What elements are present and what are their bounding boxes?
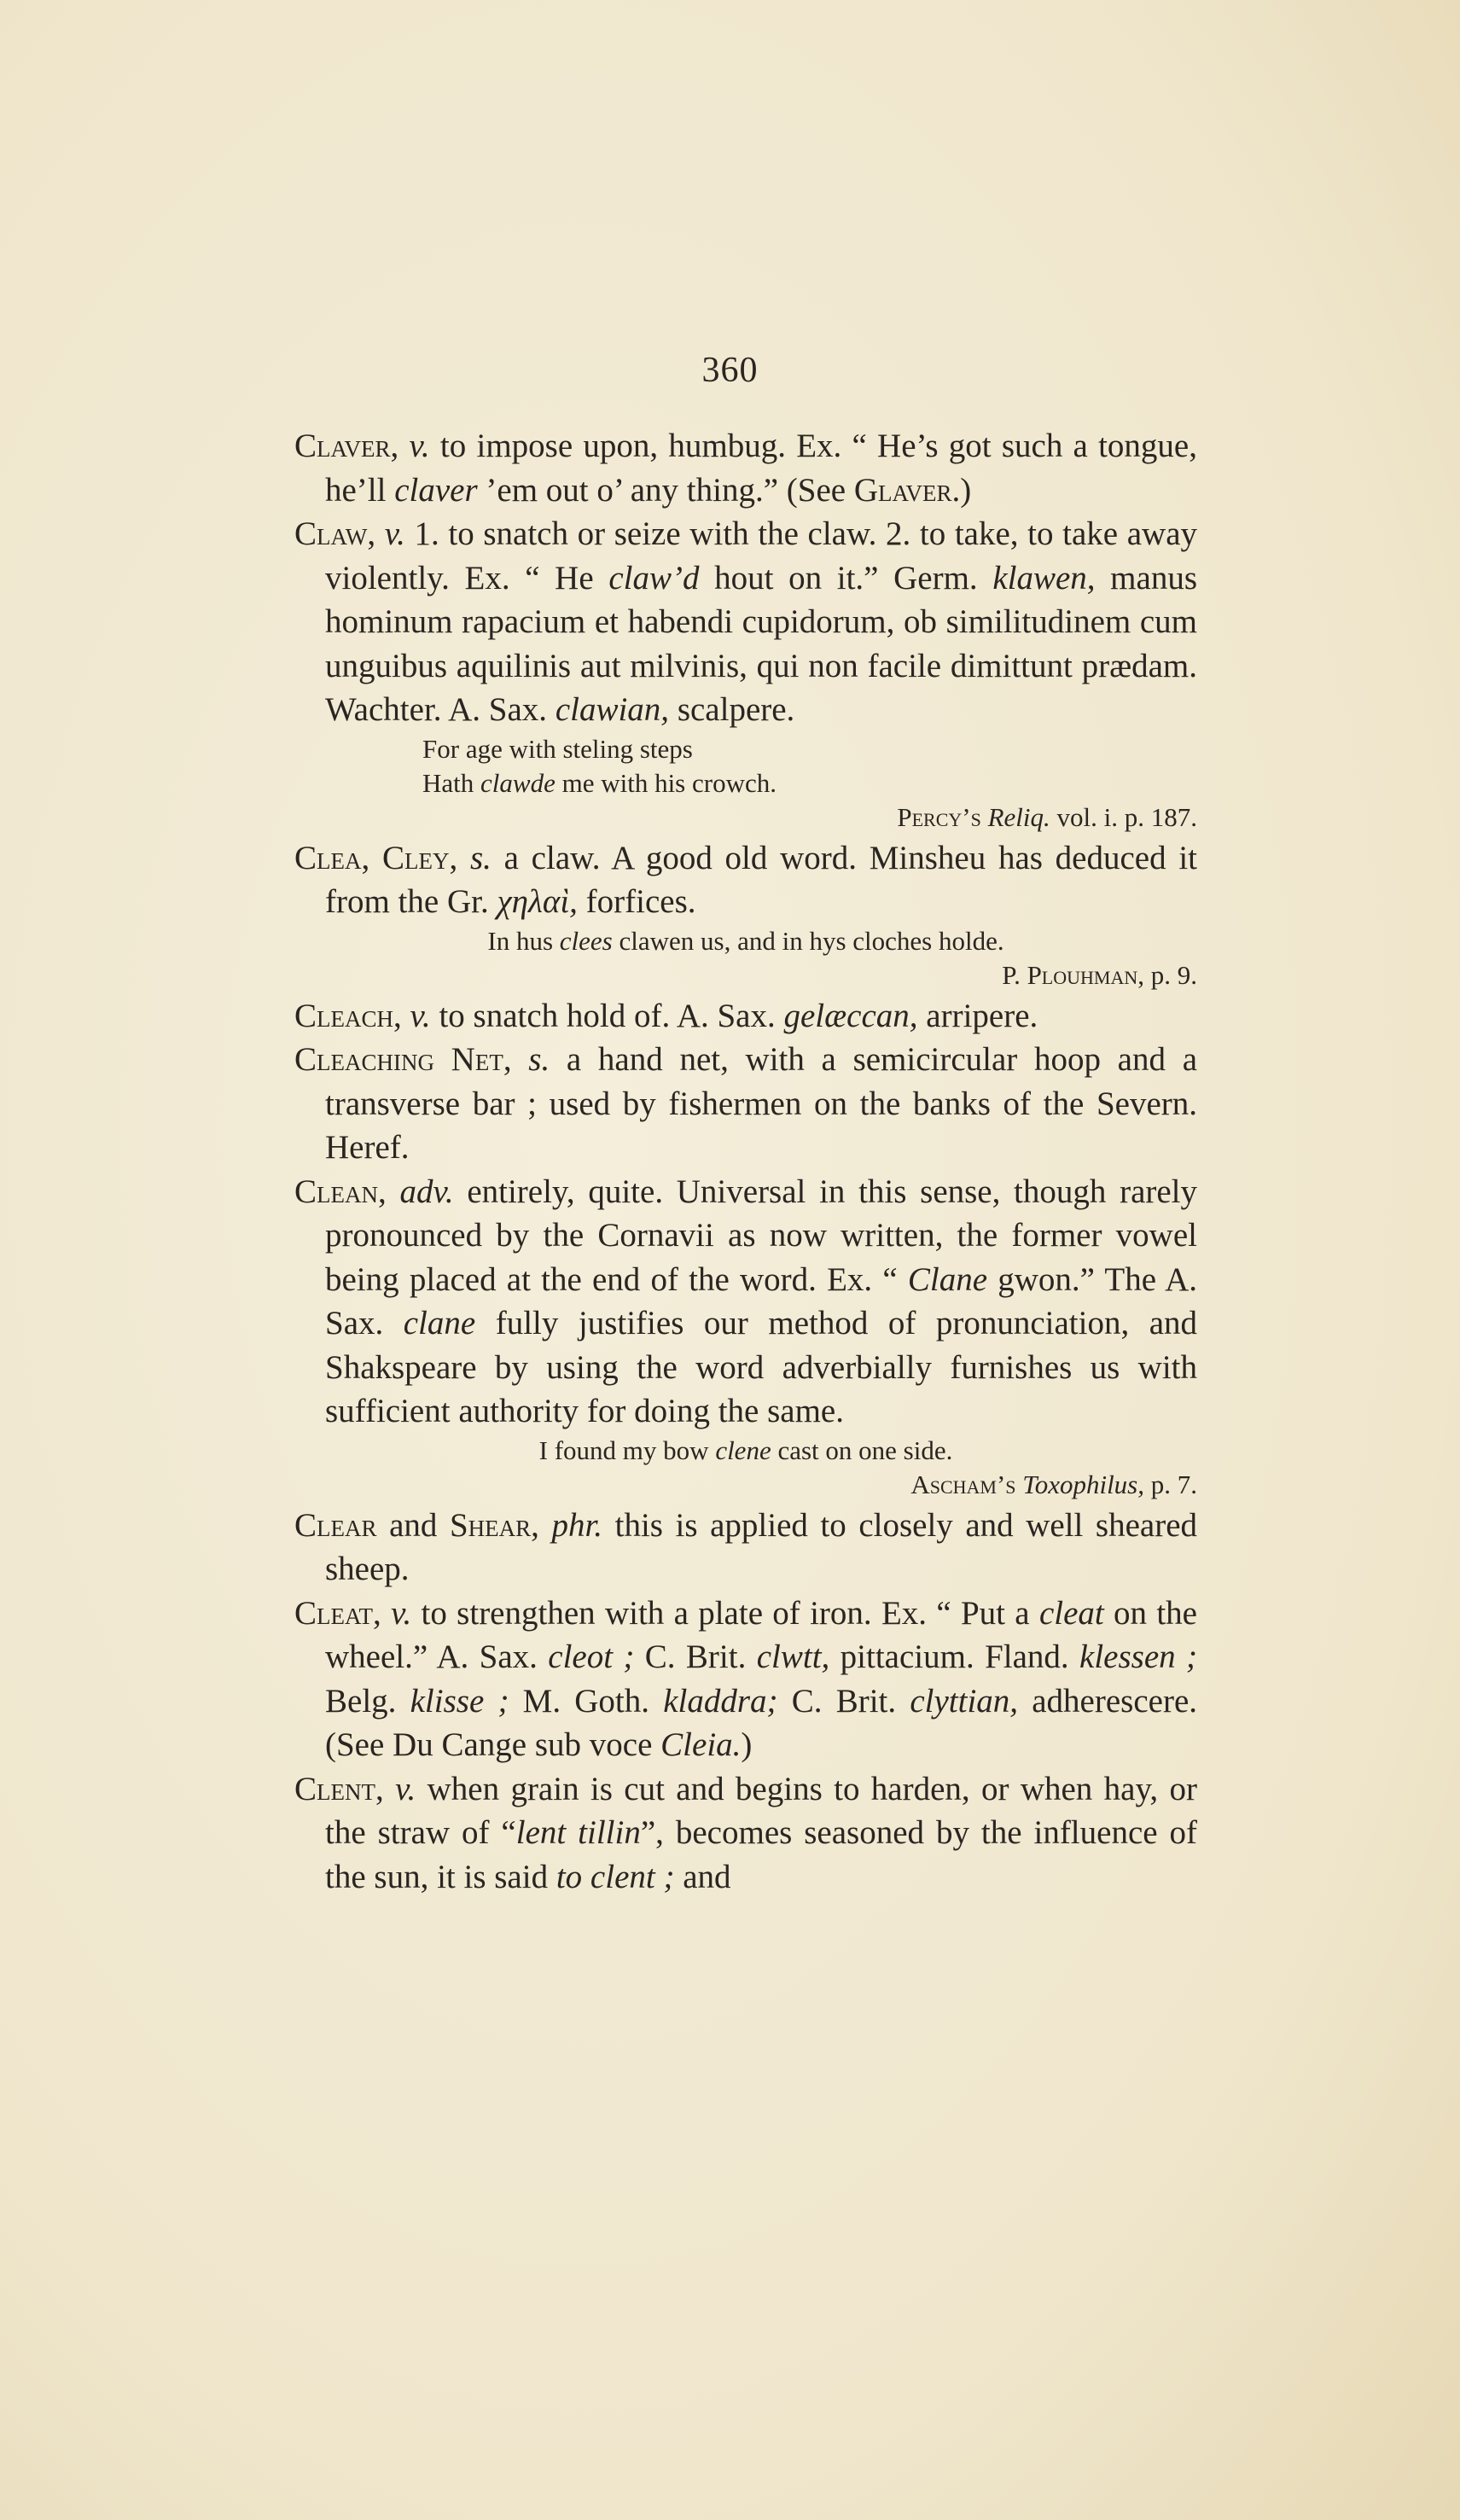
italic-term: clene [715,1435,771,1465]
definition-text: when grain is cut and begins to harden, or when hay, or the straw of “ [325,1770,1198,1851]
citation-work: Reliq. [987,801,1050,832]
headword: Cleat, [294,1594,381,1632]
definition-text: arripere. [917,997,1038,1034]
definition-text: C. Brit. [777,1682,910,1720]
quote-line: Hath [422,767,481,798]
italic-term: clwtt, [756,1638,830,1675]
italic-term: claw’d [608,559,700,597]
entry-cleat [294,1592,1197,1767]
quotation [294,766,1197,800]
definition-text: a claw. A good old word. Minsheu has deduced it from the Gr. [325,839,1198,920]
definition-text: fully justifies our method of pronunciation, and Shakspeare by using the word adverbially furnishes us with sufficient authority for doing the same. [325,1305,1197,1429]
part-of-speech: v. [410,997,431,1034]
entry-claw [294,512,1197,732]
italic-term: cleat [1038,1594,1104,1632]
part-of-speech: phr. [551,1506,603,1544]
part-of-speech: v. [409,428,430,464]
definition-text: manus hominum rapacium et habendi cupidorum, ob similitudinem cum unguibus aquilinis aut milvinis, qui non facile dimittunt prædam. Wachter. A. Sax. [325,559,1197,728]
italic-term: clees [559,925,613,956]
quote-line: For age with steling steps [422,733,693,764]
italic-term: klisse ; [410,1682,509,1720]
headword: Cleaching Net, [294,1041,512,1078]
part-of-speech: v. [384,515,405,552]
italic-term: klawen, [992,559,1096,597]
citation [294,800,1197,835]
dictionary-text [294,424,1197,1899]
italic-term: clyttian, [910,1682,1019,1720]
part-of-speech: s. [469,839,492,876]
entry-clea [294,836,1197,924]
definition-text: 1. to snatch or seize with the claw. 2. to take, to take away violently. Ex. “ He [325,515,1198,597]
definition-text: C. Brit. [634,1638,757,1675]
entry-clear-and-shear [294,1504,1197,1592]
definition-text: forfices. [577,883,696,920]
definition-text: entirely, quite. Universal in this sense, though rarely pronounced by the Cornavii as now written, the former vowel being placed at the end of the word. Ex. “ [325,1173,1198,1298]
definition-text: Belg. [325,1682,410,1720]
headword: Shear, [449,1506,539,1544]
part-of-speech: v. [391,1594,412,1632]
italic-term: clawde [480,767,555,798]
quote-line: I found my bow [538,1435,716,1465]
quote-line: me with his crowch. [555,767,777,798]
definition-text: and [674,1858,731,1895]
quote-line: cast on one side. [771,1435,953,1465]
definition-text: and [376,1506,450,1544]
definition-text: this is applied to closely and well sheared sheep. [325,1506,1198,1587]
italic-term: lent tillin [515,1814,641,1851]
quotation [294,1434,1197,1468]
italic-term: kladdra; [663,1682,778,1720]
part-of-speech: adv. [399,1173,454,1210]
definition-text: ) [741,1726,753,1763]
citation [294,1468,1197,1502]
definition-text: a hand net, with a semicircular hoop and a transverse bar ; used by fishermen on the banks of the Severn. Heref. [325,1041,1198,1166]
definition-text: M. Goth. [509,1682,664,1720]
headword: Clent, [294,1770,384,1807]
definition-text: ) [960,471,972,509]
definition-text: ’em out o’ any thing.” (See [477,471,854,509]
entry-clent [294,1767,1197,1900]
citation-location: p. 7. [1144,1469,1197,1499]
citation-work: Toxophilus, [1022,1469,1144,1499]
citation-author: Percy’s [897,801,981,832]
quotation [294,732,1197,766]
italic-term: clawian, [555,691,670,728]
italic-term: clane [403,1305,476,1341]
italic-term: Clane [907,1260,988,1298]
citation-author: P. Plouhman, [1002,959,1144,990]
italic-term: Cleia. [660,1726,742,1763]
definition-text: to strengthen with a plate of iron. Ex. “ Put a [411,1594,1039,1632]
definition-text: gwon.” The A. Sax. [325,1260,1198,1341]
headword: Clea, Cley, [294,839,458,876]
quote-line: clawen us, and in hys cloches holde. [612,925,1004,956]
headword: Clear [294,1506,377,1544]
italic-term: gelæccan, [783,997,918,1034]
part-of-speech: v. [395,1770,416,1807]
definition-text: scalpere. [669,691,795,728]
italic-term: cleot ; [548,1638,635,1675]
citation-location: p. 9. [1144,959,1197,990]
definition-text: pittacium. Fland. [829,1638,1080,1675]
quote-line: In hus [487,925,560,956]
entry-cleaching-net [294,1038,1197,1170]
definition-text: to snatch hold of. A. Sax. [430,997,784,1034]
definition-text: hout on it.” Germ. [699,559,993,597]
entry-claver [294,424,1197,512]
citation [294,958,1197,992]
headword: Cleach, [294,997,402,1034]
definition-text: ”, becomes seasoned by the influence of the sun, it is said [325,1814,1198,1895]
entry-cleach [294,994,1197,1039]
cross-reference: Glaver. [853,471,961,509]
italic-term: claver [394,471,478,509]
definition-text: adherescere. (See Du Cange sub voce [325,1682,1198,1763]
italic-term: klessen ; [1079,1638,1198,1675]
page-number: 360 [701,351,759,390]
headword: Clean, [294,1173,387,1210]
entry-clean [294,1170,1197,1434]
part-of-speech: s. [528,1041,550,1078]
greek-term: χηλαὶ, [497,883,578,920]
citation-location: vol. i. p. 187. [1050,801,1197,832]
italic-term: to clent ; [555,1858,675,1895]
quotation [294,924,1197,958]
definition-text: on the wheel.” A. Sax. [325,1594,1197,1675]
citation-author: Ascham’s [910,1469,1016,1499]
headword: Claver, [294,428,399,464]
headword: Claw, [294,515,376,552]
definition-text: to impose upon, humbug. Ex. “ He’s got such a tongue, he’ll [325,428,1197,509]
